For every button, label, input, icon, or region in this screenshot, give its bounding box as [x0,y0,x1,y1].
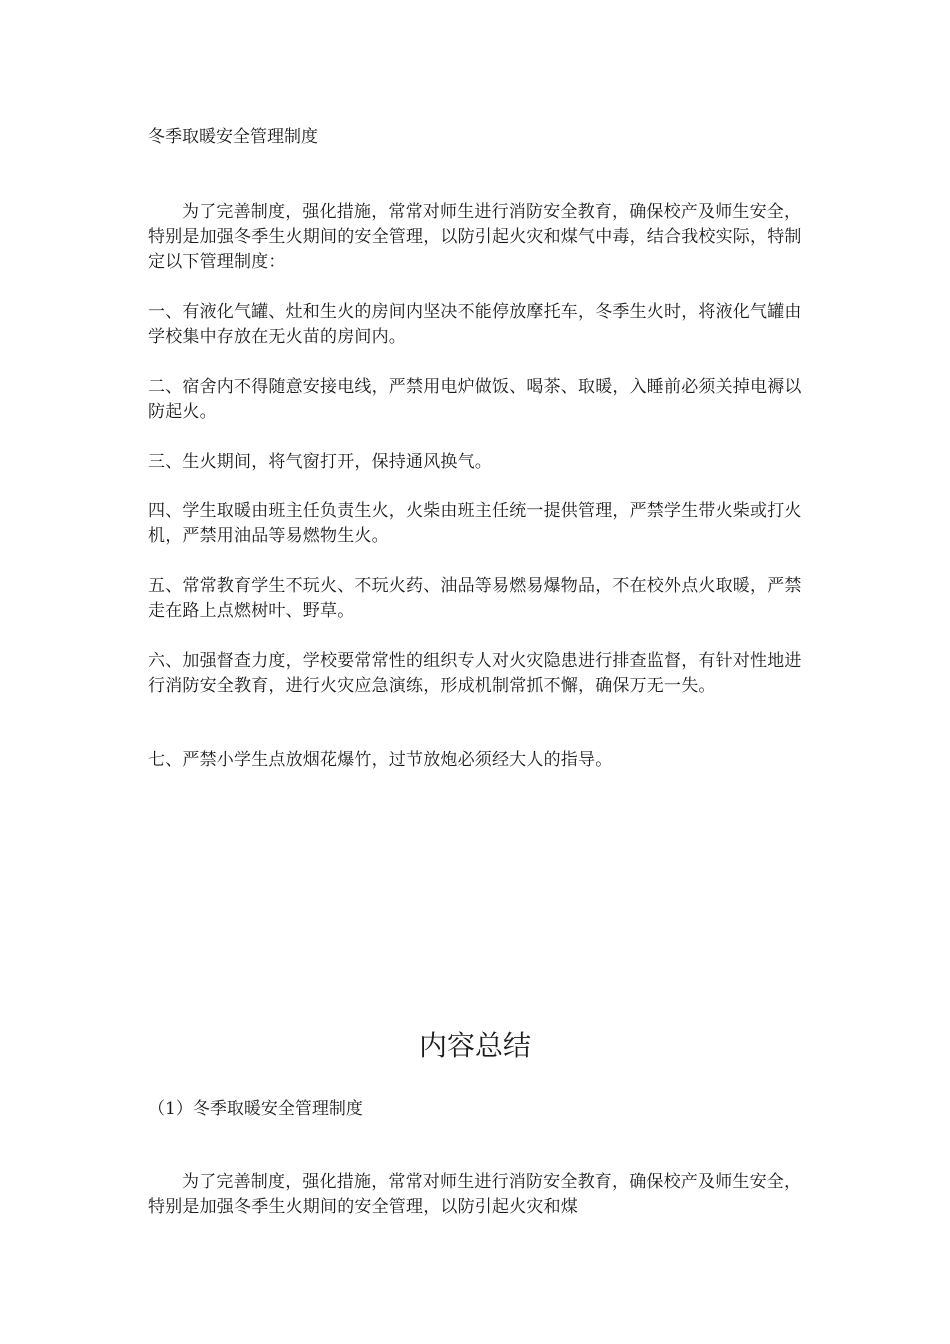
summary-title: （1）冬季取暖安全管理制度 [148,1099,363,1119]
intro-paragraph: 为了完善制度，强化措施，常常对师生进行消防安全教育，确保校产及师生安全，特别是加强冬季生火期间的安全管理，以防引起火灾和煤气中毒，结合我校实际，特制定以下管理制度： [148,202,802,272]
rule-item-4: 四、学生取暖由班主任负责生火，火柴由班主任统一提供管理，严禁学生带火柴或打火机，严禁用油品等易燃物生火。 [148,501,802,546]
summary-heading: 内容总结 [418,1029,531,1062]
rule-item-6: 六、加强督查力度，学校要常常性的组织专人对火灾隐患进行排查监督，有针对性地进行消防安全教育，进行火灾应急演练，形成机制常抓不懈，确保万无一失。 [148,651,802,696]
summary-intro-paragraph: 为了完善制度，强化措施，常常对师生进行消防安全教育，确保校产及师生安全，特别是加强冬季生火期间的安全管理，以防引起火灾和煤 [148,1172,802,1217]
rule-item-2: 二、宿舍内不得随意安接电线，严禁用电炉做饭、喝茶、取暖，入睡前必须关掉电褥以防起火。 [148,377,802,422]
rule-item-7: 七、严禁小学生点放烟花爆竹，过节放炮必须经大人的指导。 [148,750,613,770]
rule-item-5: 五、常常教育学生不玩火、不玩火药、油品等易燃易爆物品，不在校外点火取暖，严禁走在路上点燃树叶、野草。 [148,576,802,621]
rule-item-1: 一、有液化气罐、灶和生火的房间内坚决不能停放摩托车，冬季生火时，将液化气罐由学校集中存放在无火苗的房间内。 [148,302,802,347]
document-title: 冬季取暖安全管理制度 [148,127,318,147]
rule-item-3: 三、生火期间，将气窗打开，保持通风换气。 [148,452,492,472]
